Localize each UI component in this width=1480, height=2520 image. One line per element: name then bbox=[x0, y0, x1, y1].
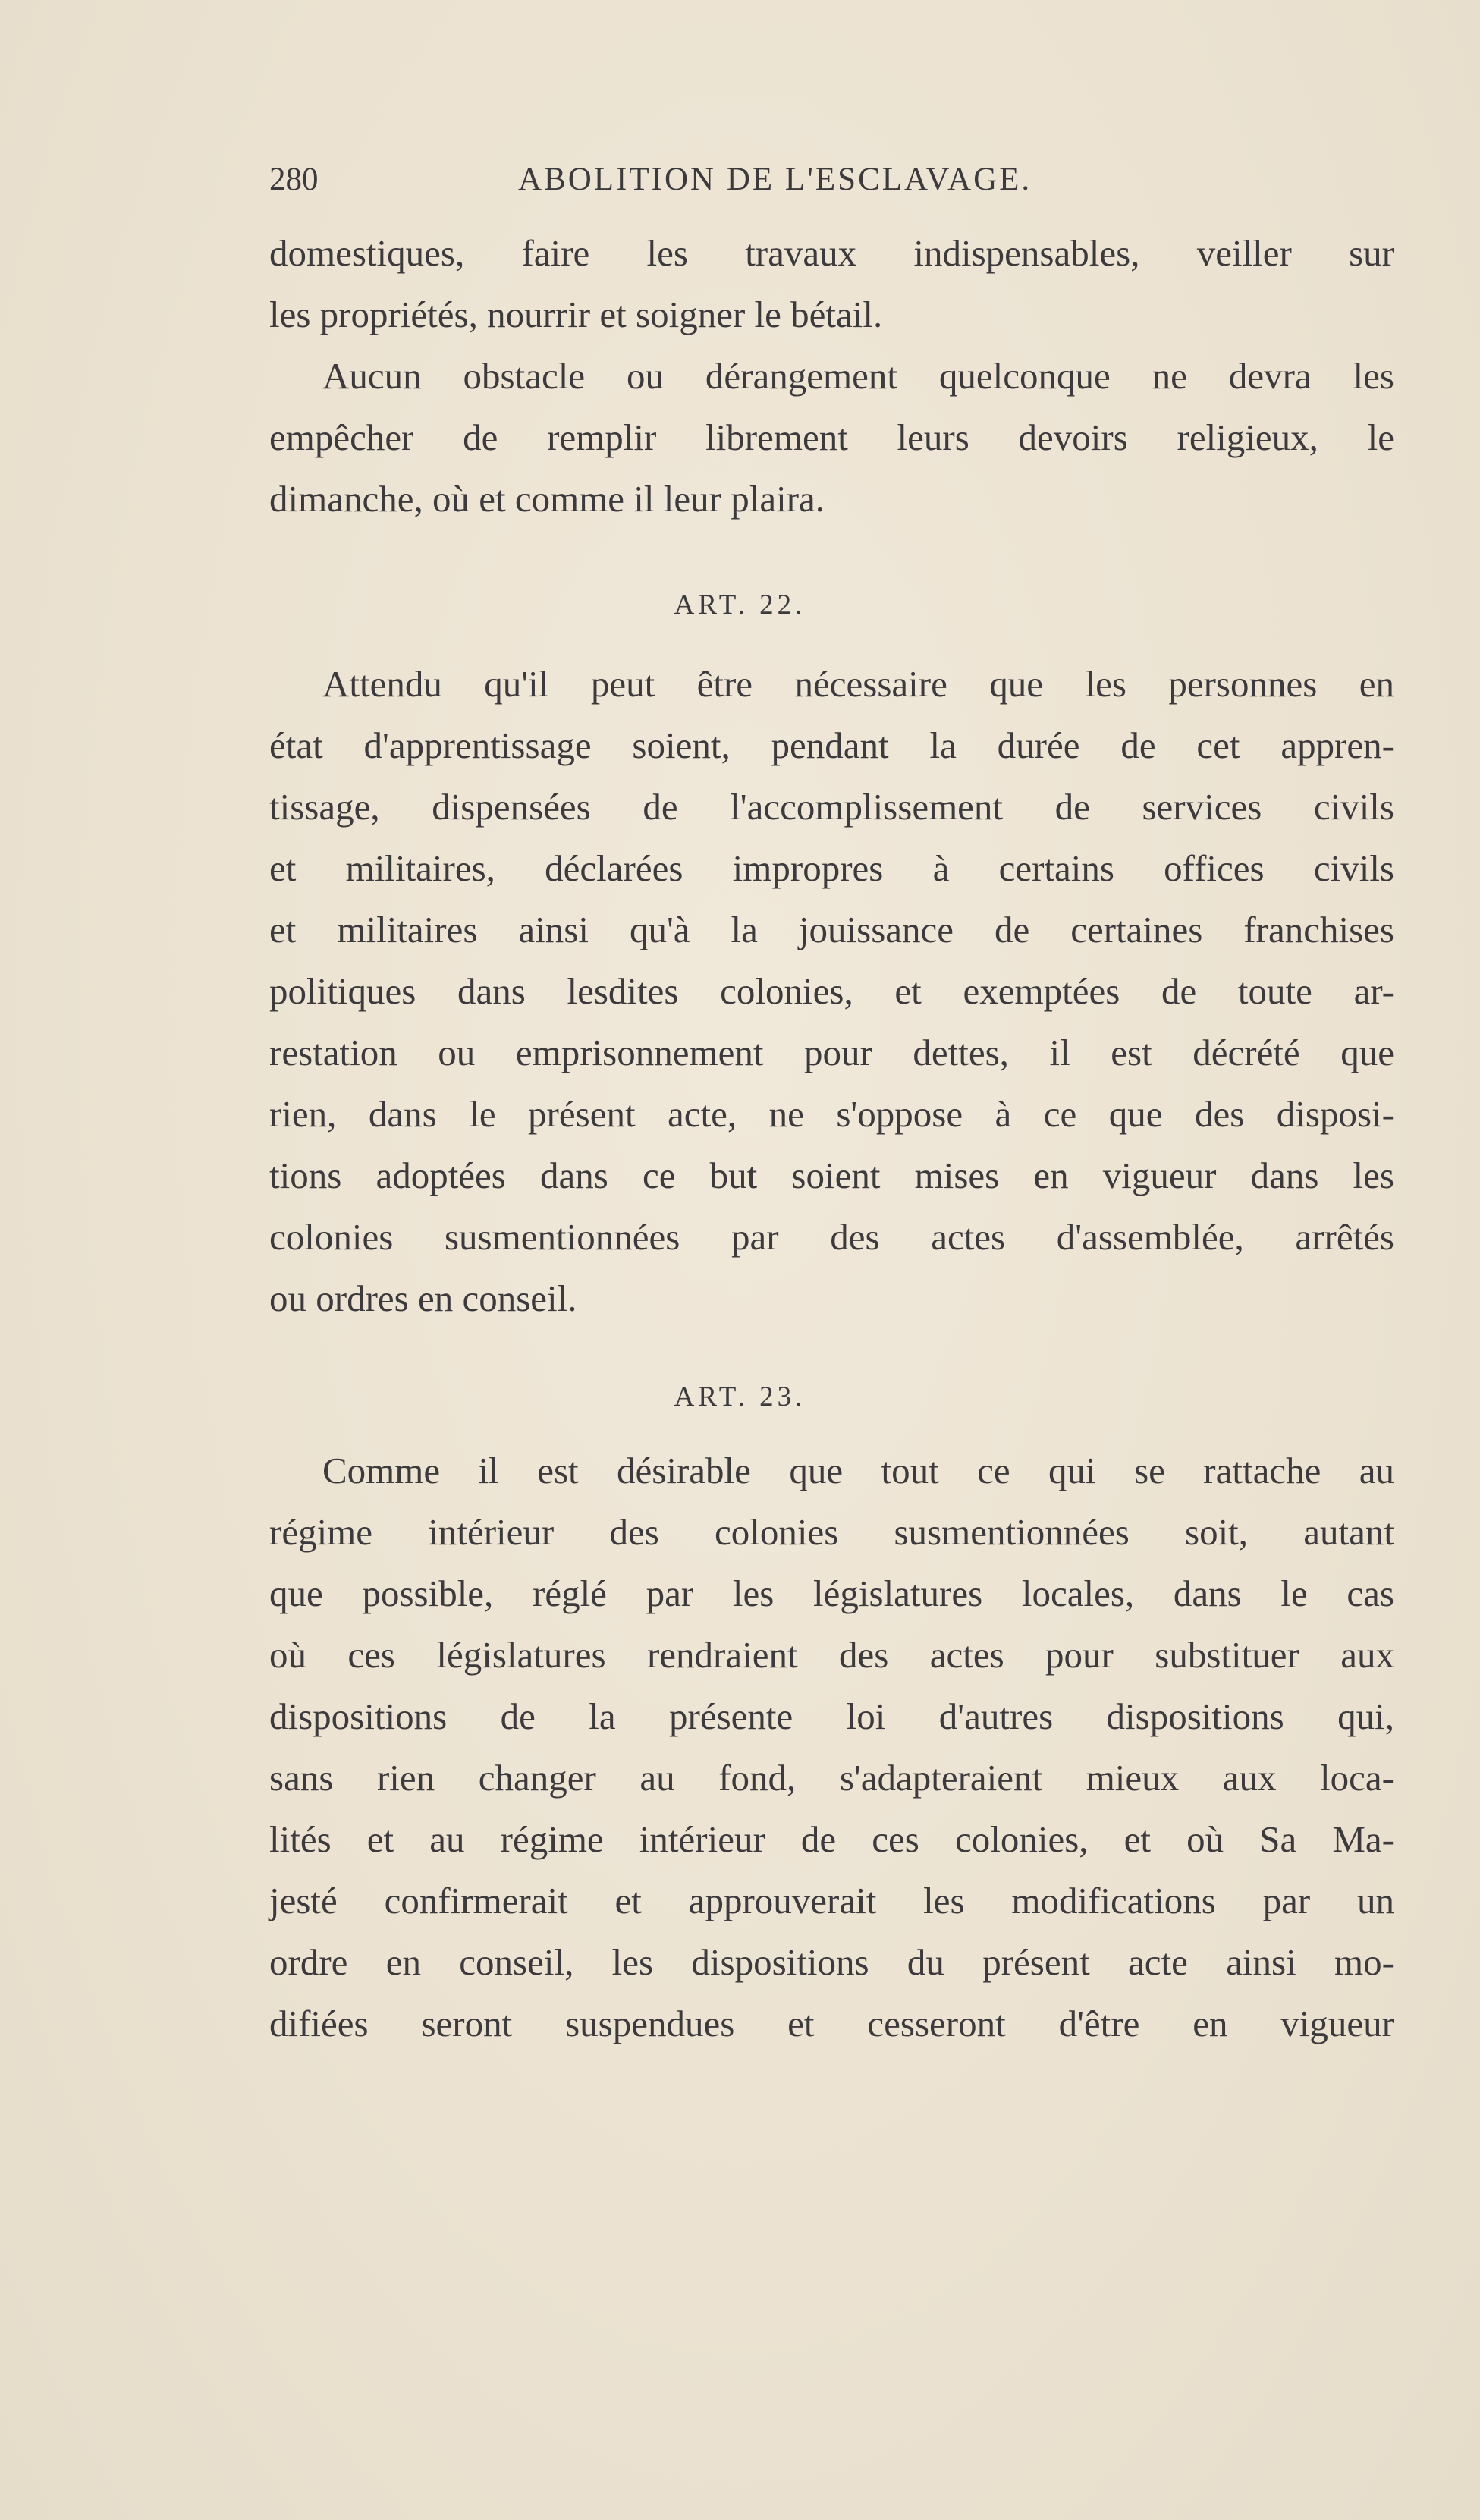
text-line: tions adoptées dans ce but soient mises en vigueur dans les bbox=[269, 1155, 1394, 1196]
text-line: état d'apprentissage soient, pendant la durée de cet appren- bbox=[269, 724, 1394, 766]
text-line: Aucun obstacle ou dérangement quelconque ne devra les bbox=[322, 355, 1394, 397]
article-23-heading: ART. 23. bbox=[674, 1381, 806, 1412]
text-line: et militaires ainsi qu'à la jouissance de certaines franchises bbox=[269, 909, 1394, 950]
text-line: difiées seront suspendues et cesseront d'être en vigueur bbox=[269, 2003, 1394, 2044]
text-line: politiques dans lesdites colonies, et exemptées de toute ar- bbox=[269, 970, 1394, 1012]
article-22-heading: ART. 22. bbox=[674, 589, 806, 621]
article-23-body bbox=[269, 1440, 1394, 2054]
page-header bbox=[269, 161, 1346, 206]
text-line: dispositions de la présente loi d'autres dispositions qui, bbox=[269, 1695, 1394, 1737]
text-line: Attendu qu'il peut être nécessaire que les personnes en bbox=[322, 663, 1394, 705]
page-number: 280 bbox=[269, 162, 319, 197]
text-line: tissage, dispensées de l'accomplissement de services civils bbox=[269, 786, 1394, 828]
text-line: ordre en conseil, les dispositions du présent acte ainsi mo- bbox=[269, 1941, 1394, 1983]
text-line: empêcher de remplir librement leurs devoirs religieux, le bbox=[269, 416, 1394, 458]
text-line: Comme il est désirable que tout ce qui se rattache au bbox=[322, 1450, 1394, 1491]
text-line: domestiques, faire les travaux indispensables, veiller sur bbox=[269, 232, 1394, 274]
text-line: et militaires, déclarées impropres à certains offices civils bbox=[269, 847, 1394, 889]
text-line: restation ou emprisonnement pour dettes, il est décrété que bbox=[269, 1032, 1394, 1073]
text-line: sans rien changer au fond, s'adapteraient mieux aux loca- bbox=[269, 1757, 1394, 1799]
text-line: jesté confirmerait et approuverait les modifications par un bbox=[269, 1880, 1394, 1921]
text-line: colonies susmentionnées par des actes d'assemblée, arrêtés bbox=[269, 1216, 1394, 1258]
article-22-body bbox=[269, 653, 1394, 1329]
text-line: que possible, réglé par les législatures locales, dans le cas bbox=[269, 1573, 1394, 1614]
text-line: ou ordres en conseil. bbox=[269, 1277, 577, 1319]
running-title: ABOLITION DE L'ESCLAVAGE. bbox=[518, 162, 1032, 197]
text-line: où ces législatures rendraient des actes pour substituer aux bbox=[269, 1634, 1394, 1676]
text-line: rien, dans le présent acte, ne s'oppose à ce que des disposi- bbox=[269, 1093, 1394, 1135]
text-line: lités et au régime intérieur de ces colonies, et où Sa Ma- bbox=[269, 1818, 1394, 1860]
text-line: les propriétés, nourrir et soigner le bétail. bbox=[269, 294, 883, 335]
text-line: dimanche, où et comme il leur plaira. bbox=[269, 478, 825, 520]
text-line: régime intérieur des colonies susmentionnées soit, autant bbox=[269, 1511, 1394, 1553]
body-text-top bbox=[269, 222, 1394, 529]
